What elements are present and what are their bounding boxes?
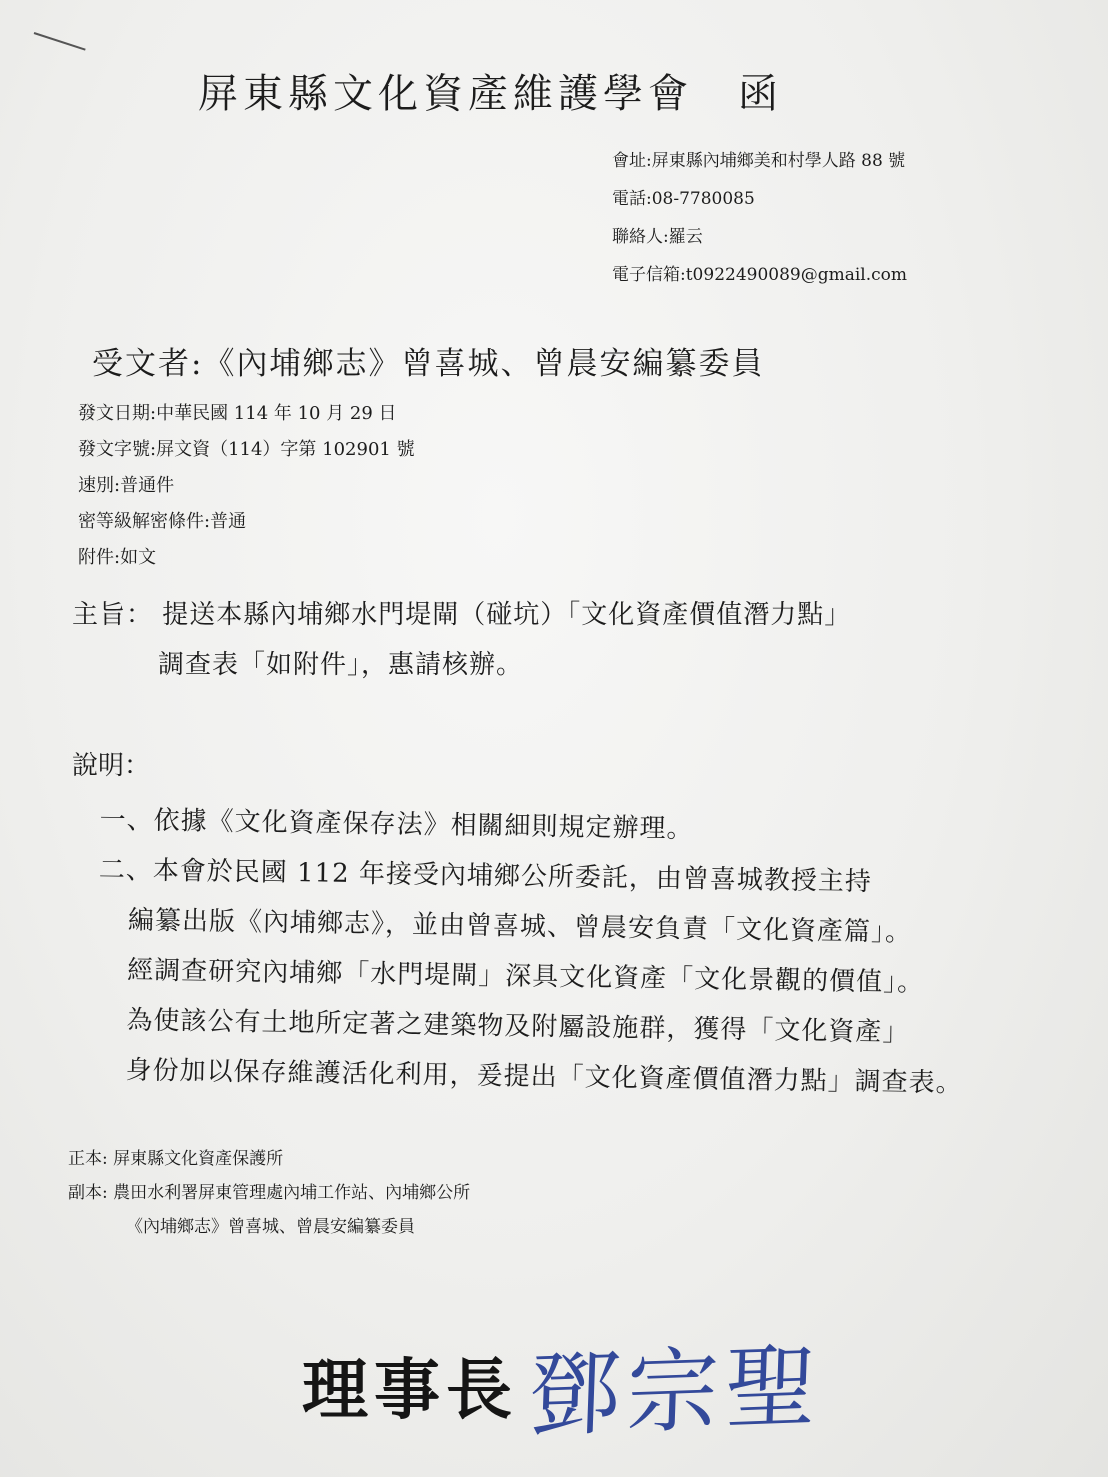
signature-block <box>302 1318 823 1450</box>
contact-person-line: 聯絡人:羅云 <box>612 227 703 247</box>
document-number: 發文字號:屏文資（114）字第 102901 號 <box>78 439 415 460</box>
document-meta <box>78 396 415 576</box>
subject-block <box>72 590 851 690</box>
security-level: 密等級解密條件:普通 <box>78 511 247 532</box>
subject-line-1: 主旨： 提送本縣內埔鄉水門堤閘（碰坑）「文化資產價值潛力點」 <box>72 600 852 630</box>
copy-recipients-line-1: 副本: 農田水利署屏東管理處內埔工作站、內埔鄉公所 <box>68 1183 471 1203</box>
original-recipient: 正本: 屏東縣文化資產保護所 <box>68 1149 284 1169</box>
signer-title: 理事長 <box>302 1350 518 1429</box>
explanation-item-2-line-3: 經調查研究內埔鄉「水門堤閘」深具文化資產「文化景觀的價值」。 <box>127 955 925 998</box>
explanation-item-2-line-1: 二、本會於民國 112 年接受內埔鄉公所委託，由曾喜城教授主持 <box>98 854 873 898</box>
subject-line-2: 調查表「如附件」，惠請核辦。 <box>158 650 524 680</box>
issue-date: 發文日期:中華民國 114 年 10 月 29 日 <box>78 403 397 424</box>
explanation-item-1: 一、依據《文化資產保存法》相關細則規定辦理。 <box>99 804 694 845</box>
attachment-note: 附件:如文 <box>78 547 157 568</box>
contact-block <box>612 142 907 294</box>
email-line: 電子信箱:t0922490089@gmail.com <box>612 265 908 285</box>
copy-recipients-line-2: 《內埔鄉志》曾喜城、曾晨安編纂委員 <box>126 1217 415 1237</box>
explanation-item-2-line-2: 編纂出版《內埔鄉志》，並由曾喜城、曾晨安負責「文化資產篇」。 <box>127 905 913 948</box>
signer-name-stamp: 鄧宗聖 <box>527 1332 825 1451</box>
delivery-speed: 速別:普通件 <box>78 475 175 496</box>
distribution-block <box>68 1142 470 1244</box>
recipient-line: 受文者:《內埔鄉志》曾喜城、曾晨安編纂委員 <box>92 346 765 382</box>
letter-title: 屏東縣文化資產維護學會 函 <box>198 71 783 117</box>
explanation-label: 說明： <box>72 751 151 781</box>
explanation-body <box>95 795 967 1109</box>
pen-mark <box>34 32 86 51</box>
explanation-item-2-line-5: 身份加以保存維護活化利用，爰提出「文化資產價值潛力點」調查表。 <box>125 1055 963 1099</box>
explanation-item-2-line-4: 為使該公有土地所定著之建築物及附屬設施群，獲得「文化資產」 <box>126 1005 910 1048</box>
phone-line: 電話:08-7780085 <box>612 189 755 209</box>
address-line: 會址:屏東縣內埔鄉美和村學人路 88 號 <box>612 151 906 171</box>
